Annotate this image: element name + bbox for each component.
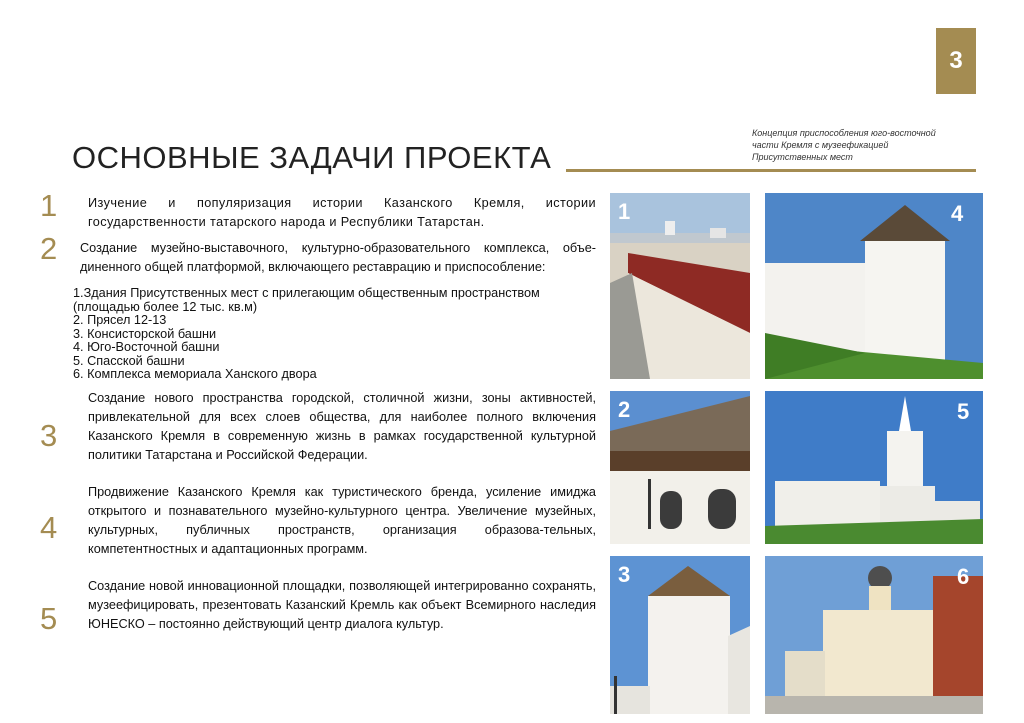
- list-item: 1.Здания Присутственных мест с прилегающим общественным пространством: [73, 286, 540, 300]
- task-text-4: Продвижение Казанского Кремля как туристического бренда, усиление имиджа открытого и познавательного музейно-культурного центра. Увеличение музейных, культурных, публичных пространств, организация образова-тельных, компетентностных и адаптационных программ.: [88, 485, 596, 556]
- photo-label-4: 4: [951, 201, 964, 226]
- page-title: ОСНОВНЫЕ ЗАДАЧИ ПРОЕКТА: [72, 140, 552, 175]
- photo-label-1: 1: [618, 199, 631, 224]
- title-underline: [566, 169, 976, 172]
- list-item: 4. Юго-Восточной башни: [73, 340, 220, 354]
- list-item: 5. Спасской башни: [73, 353, 185, 368]
- task-number-4: 4: [40, 510, 58, 545]
- photo-4: [765, 193, 983, 379]
- task-text-5: Создание новой инновационной площадки, позволяющей интегрированно сохранять, музеефицировать, презентовать Казанский Кремль как объект Всемирного наследия ЮНЕСКО – постоянно действующий центр диалога культур.: [88, 579, 596, 631]
- list-item: 6. Комплекса мемориала Ханского двора: [73, 367, 317, 381]
- concept-caption: Концепция приспособления юго-восточной части Кремля с музеефикацией Присутственных мест: [752, 128, 936, 162]
- task-number-1: 1: [40, 188, 58, 223]
- list-item: (площадью более 12 тыс. кв.м): [73, 299, 258, 314]
- task-number-5: 5: [40, 601, 58, 636]
- photo-3: [610, 556, 750, 714]
- photo-label-5: 5: [957, 399, 970, 424]
- photo-label-3: 3: [618, 562, 631, 587]
- task-text-2: Создание музейно-выставочного, культурно-образовательного комплекса, объе-диненного общей платформой, включающего реставрацию и приспособление:: [80, 241, 596, 274]
- restoration-list: [73, 287, 540, 382]
- photo-label-2: 2: [618, 397, 631, 422]
- photo-label-6: 6: [957, 564, 970, 589]
- list-item: 3. Консисторской башни: [73, 326, 217, 341]
- list-item: 2. Прясел 12-13: [73, 313, 167, 327]
- task-text-3: Создание нового пространства городской, столичной жизни, зоны активностей, привлекательной для всех слоев общества, для наиболее полного включения Казанского Кремля в современную жизнь в рамках государственной культурной политики Татарстана и Российской Федерации.: [88, 391, 596, 462]
- photo-5: [765, 391, 983, 544]
- photo-6: [765, 556, 983, 714]
- photo-1: [610, 193, 750, 379]
- task-number-2: 2: [40, 231, 58, 266]
- task-text-1: Изучение и популяризация истории Казанского Кремля, истории государственности татарского народа и Республики Татарстан.: [88, 196, 596, 229]
- photo-2: [610, 391, 750, 544]
- task-number-3: 3: [40, 418, 58, 453]
- page-number: 3: [949, 47, 963, 74]
